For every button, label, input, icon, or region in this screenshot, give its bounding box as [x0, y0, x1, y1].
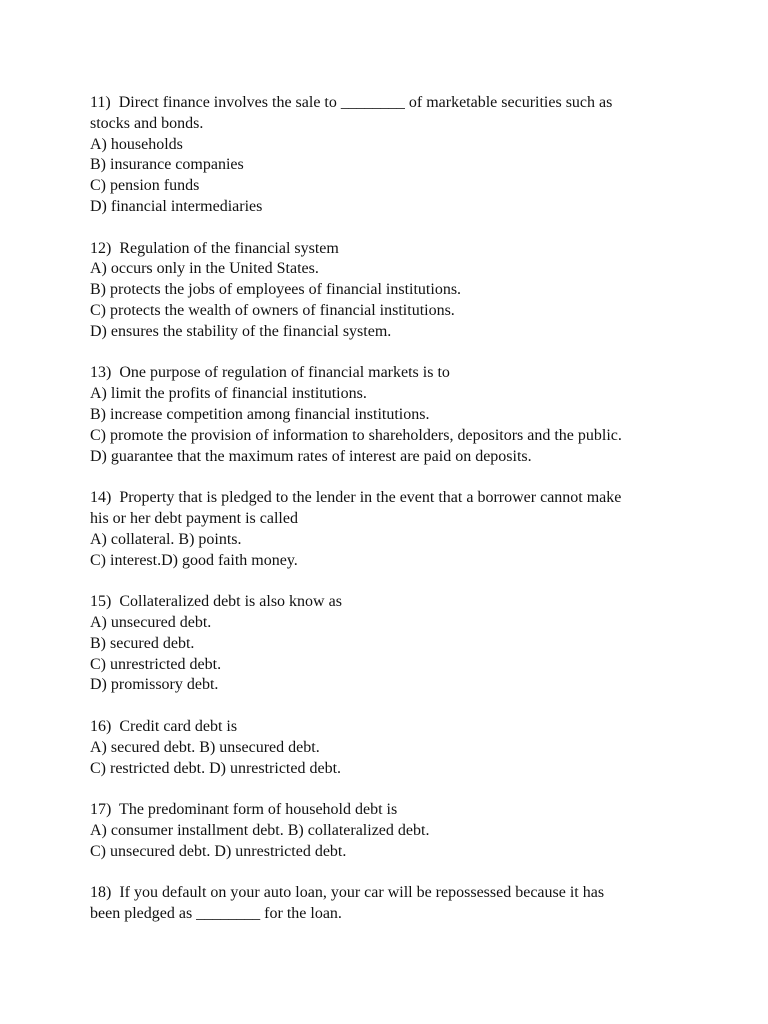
answer-options-c-d: C) unsecured debt. D) unrestricted debt.	[90, 842, 347, 860]
question-14	[90, 488, 700, 571]
answer-option-a: A) limit the profits of financial institutions.	[90, 385, 367, 403]
answer-option-a: A) households	[90, 135, 183, 153]
question-text-continued: his or her debt payment is called	[90, 509, 298, 527]
question-16	[90, 717, 700, 779]
answer-options-c-d: C) interest.D) good faith money.	[90, 551, 298, 569]
question-text: 12) Regulation of the financial system	[90, 239, 339, 257]
answer-options-a-b: A) collateral. B) points.	[90, 530, 242, 548]
answer-options-a-b: A) secured debt. B) unsecured debt.	[90, 738, 320, 756]
answer-option-d: D) ensures the stability of the financial system.	[90, 322, 392, 340]
question-text: 15) Collateralized debt is also know as	[90, 593, 342, 611]
answer-option-c: C) pension funds	[90, 177, 200, 195]
question-text-continued: stocks and bonds.	[90, 114, 204, 132]
question-17	[90, 800, 700, 862]
answer-options-c-d: C) restricted debt. D) unrestricted debt.	[90, 759, 342, 777]
question-text: 16) Credit card debt is	[90, 717, 238, 735]
question-12	[90, 239, 700, 343]
question-18	[90, 883, 700, 925]
document-page	[90, 93, 700, 946]
answer-option-d: D) guarantee that the maximum rates of interest are paid on deposits.	[90, 447, 532, 465]
answer-option-c: C) promote the provision of information to shareholders, depositors and the public.	[90, 426, 622, 444]
question-text: 11) Direct finance involves the sale to ________ of marketable securities such as	[90, 94, 613, 111]
question-text: 14) Property that is pledged to the lender in the event that a borrower cannot make	[90, 489, 622, 507]
question-text-continued: been pledged as ________ for the loan.	[90, 905, 342, 923]
question-11	[90, 93, 700, 218]
answer-option-b: B) increase competition among financial institutions.	[90, 405, 430, 423]
question-text: 18) If you default on your auto loan, your car will be repossessed because it has	[90, 884, 605, 902]
question-15	[90, 592, 700, 696]
answer-option-d: D) promissory debt.	[90, 676, 219, 694]
answer-option-a: A) occurs only in the United States.	[90, 260, 319, 278]
question-text: 13) One purpose of regulation of financial markets is to	[90, 364, 450, 382]
answer-option-b: B) insurance companies	[90, 156, 244, 174]
answer-options-a-b: A) consumer installment debt. B) collateralized debt.	[90, 821, 430, 839]
answer-option-b: B) protects the jobs of employees of financial institutions.	[90, 281, 462, 299]
answer-option-d: D) financial intermediaries	[90, 197, 263, 215]
answer-option-b: B) secured debt.	[90, 634, 195, 652]
question-13	[90, 363, 700, 467]
answer-option-a: A) unsecured debt.	[90, 613, 212, 631]
answer-option-c: C) protects the wealth of owners of financial institutions.	[90, 301, 455, 319]
question-text: 17) The predominant form of household debt is	[90, 801, 398, 819]
answer-option-c: C) unrestricted debt.	[90, 655, 222, 673]
